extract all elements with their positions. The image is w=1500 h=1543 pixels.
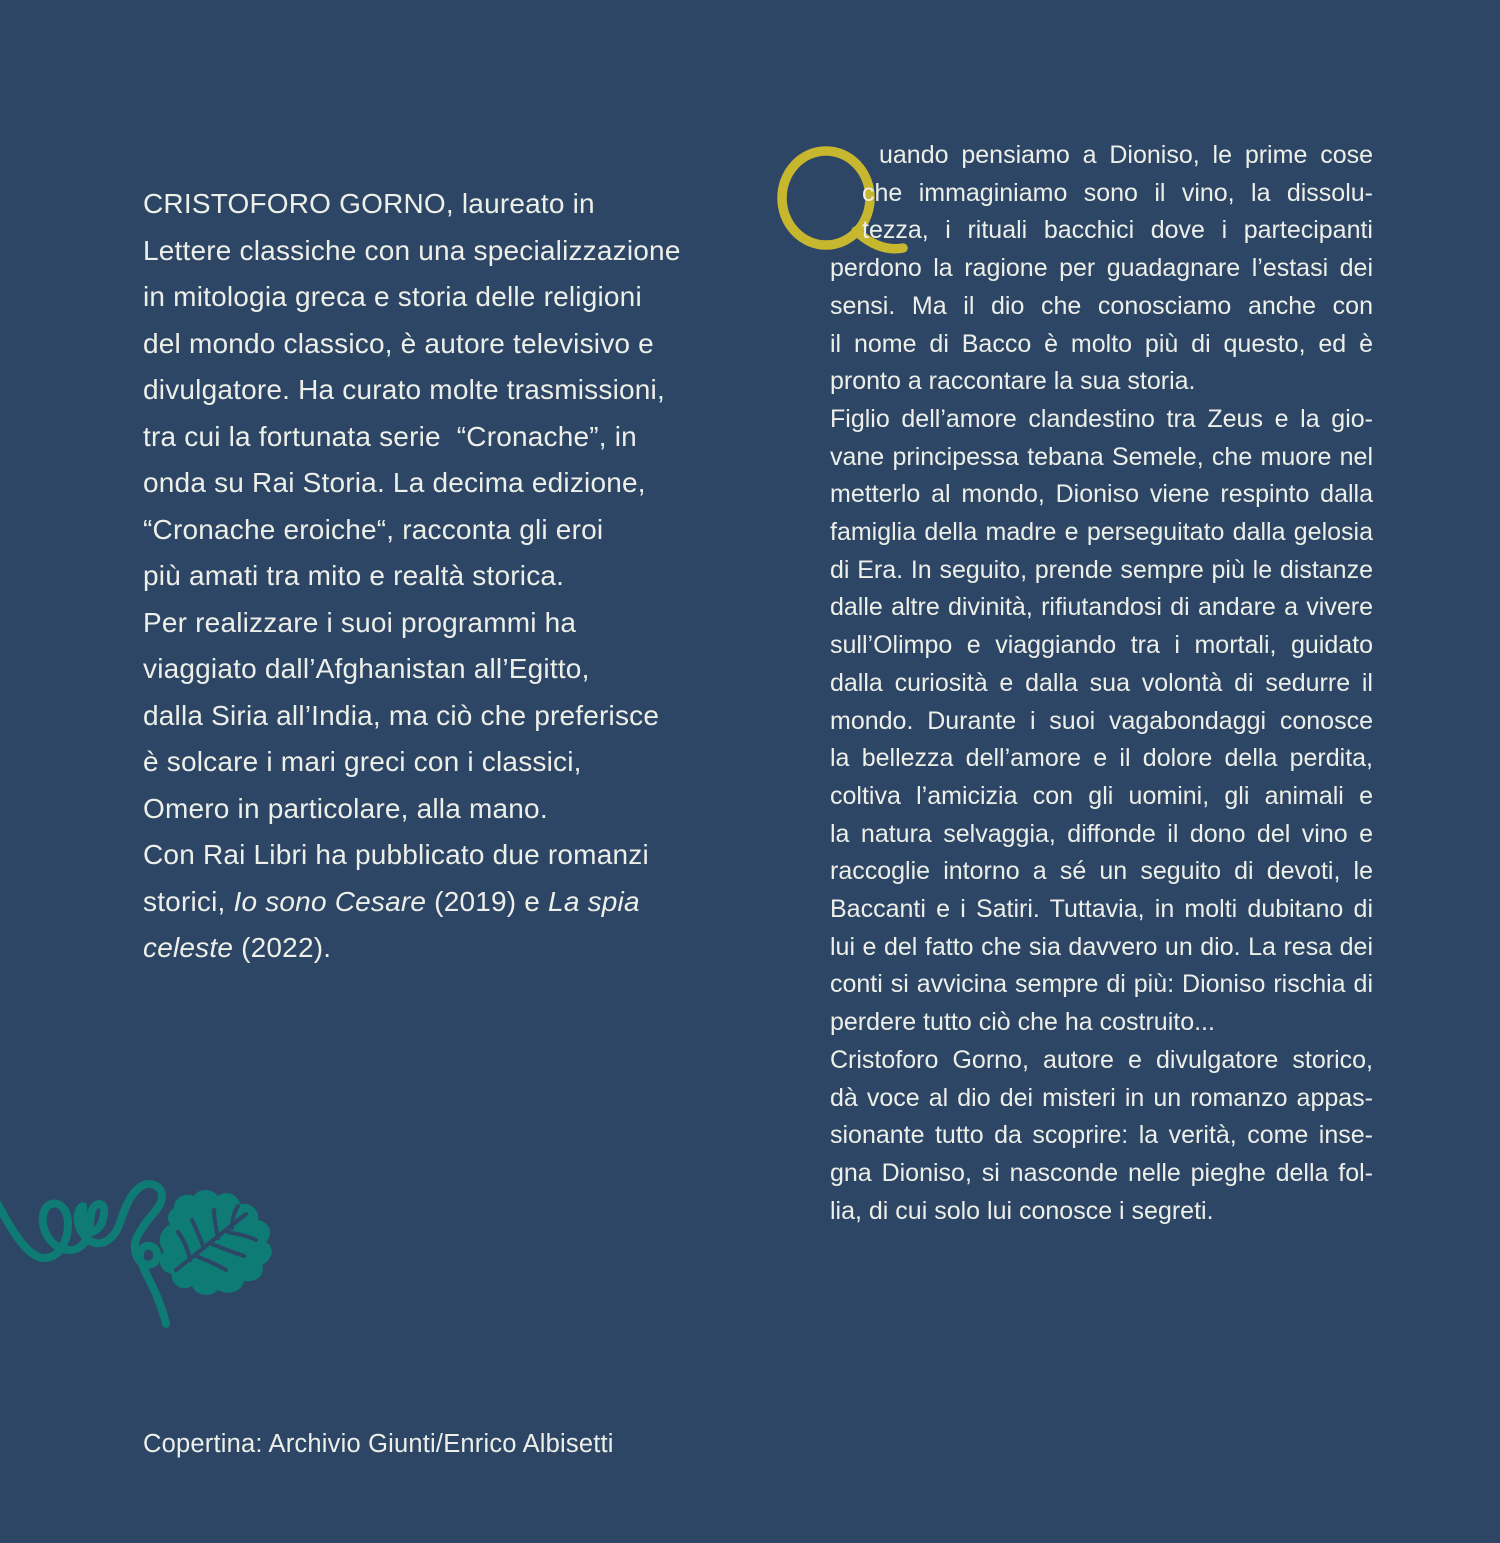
text-line: tra cui la fortunata serie “Cronache”, in bbox=[143, 420, 637, 452]
text-line: vane principessa tebana Semele, che muore nel bbox=[830, 442, 1373, 471]
text-line: sensi. Ma il dio che conosciamo anche con bbox=[830, 291, 1373, 320]
text-line: lui e del fatto che sia davvero un dio. La resa dei bbox=[830, 932, 1373, 961]
text-line: dalle altre divinità, rifiutandosi di andare a vivere bbox=[830, 593, 1373, 622]
text-line: dalla curiosità e dalla sua volontà di sedurre il bbox=[830, 668, 1373, 697]
text-line: Omero in particolare, alla mano. bbox=[143, 792, 548, 824]
text-line: del mondo classico, è autore televisivo e bbox=[143, 327, 654, 359]
text-line: perdere tutto ciò che ha costruito... bbox=[830, 1008, 1215, 1037]
text-line: perdono la ragione per guadagnare l’estasi dei bbox=[830, 254, 1373, 283]
text-line: dà voce al dio dei misteri in un romanzo appas- bbox=[830, 1083, 1373, 1112]
text-line: più amati tra mito e realtà storica. bbox=[143, 560, 565, 591]
text-line: Per realizzare i suoi programmi ha bbox=[143, 606, 577, 638]
text-line: la bellezza dell’amore e il dolore della perdita, bbox=[830, 744, 1373, 773]
text-line: viaggiato dall’Afghanistan all’Egitto, bbox=[143, 653, 590, 684]
text-line: dalla Siria all’India, ma ciò che preferisce bbox=[143, 699, 660, 731]
text-line: Lettere classiche con una specializzazione bbox=[143, 234, 681, 266]
text-line: pronto a raccontare la sua storia. bbox=[830, 367, 1196, 396]
text-line: raccoglie intorno a sé un seguito di devoti, le bbox=[830, 857, 1373, 886]
text-line: storici, Io sono Cesare (2019) e La spia bbox=[143, 885, 640, 917]
text-line: è solcare i mari greci con i classici, bbox=[143, 746, 582, 777]
text-line: di Era. In seguito, prende sempre più le distanze bbox=[830, 555, 1373, 584]
vine-leaf-icon bbox=[0, 1178, 292, 1330]
cover-credit: Copertina: Archivio Giunti/Enrico Albisetti bbox=[143, 1430, 614, 1458]
text-line: “Cronache eroiche“, racconta gli eroi bbox=[143, 513, 604, 545]
text-line: mondo. Durante i suoi vagabondaggi conosce bbox=[830, 706, 1373, 735]
text-line: che immaginiamo sono il vino, la dissolu- bbox=[862, 178, 1373, 207]
text-line: divulgatore. Ha curato molte trasmissioni, bbox=[143, 374, 665, 405]
text-line: famiglia della madre e perseguitato dalla gelosia bbox=[830, 518, 1373, 547]
text-line: conti si avvicina sempre di più: Dioniso rischia di bbox=[830, 970, 1373, 999]
text-line: celeste (2022). bbox=[143, 932, 332, 963]
text-line: Con Rai Libri ha pubblicato due romanzi bbox=[143, 839, 649, 870]
author-bio-text bbox=[143, 181, 703, 972]
text-line: lia, di cui solo lui conosce i segreti. bbox=[830, 1196, 1214, 1225]
text-line: tezza, i rituali bacchici dove i partecipanti bbox=[862, 216, 1373, 245]
text-line: Figlio dell’amore clandestino tra Zeus e la gio- bbox=[830, 404, 1373, 433]
text-line: onda su Rai Storia. La decima edizione, bbox=[143, 467, 646, 498]
text-line: sionante tutto da scoprire: la verità, come inse- bbox=[830, 1121, 1373, 1150]
synopsis-text bbox=[830, 137, 1373, 1230]
text-line: CRISTOFORO GORNO, laureato in bbox=[143, 188, 595, 219]
text-line: sull’Olimpo e viaggiando tra i mortali, guidato bbox=[830, 631, 1373, 660]
text-line: uando pensiamo a Dioniso, le prime cose bbox=[879, 141, 1373, 169]
text-line: la natura selvaggia, diffonde il dono del vino e bbox=[830, 819, 1373, 848]
text-line: Cristoforo Gorno, autore e divulgatore storico, bbox=[830, 1045, 1373, 1074]
text-line: Baccanti e i Satiri. Tuttavia, in molti dubitano di bbox=[830, 895, 1373, 924]
text-line: gna Dioniso, si nasconde nelle pieghe della fol- bbox=[830, 1158, 1373, 1187]
text-line: metterlo al mondo, Dioniso viene respinto dalla bbox=[830, 480, 1373, 509]
text-line: il nome di Bacco è molto più di questo, ed è bbox=[830, 329, 1373, 358]
text-line: coltiva l’amicizia con gli uomini, gli animali e bbox=[830, 781, 1373, 810]
text-line: in mitologia greca e storia delle religioni bbox=[143, 281, 642, 312]
